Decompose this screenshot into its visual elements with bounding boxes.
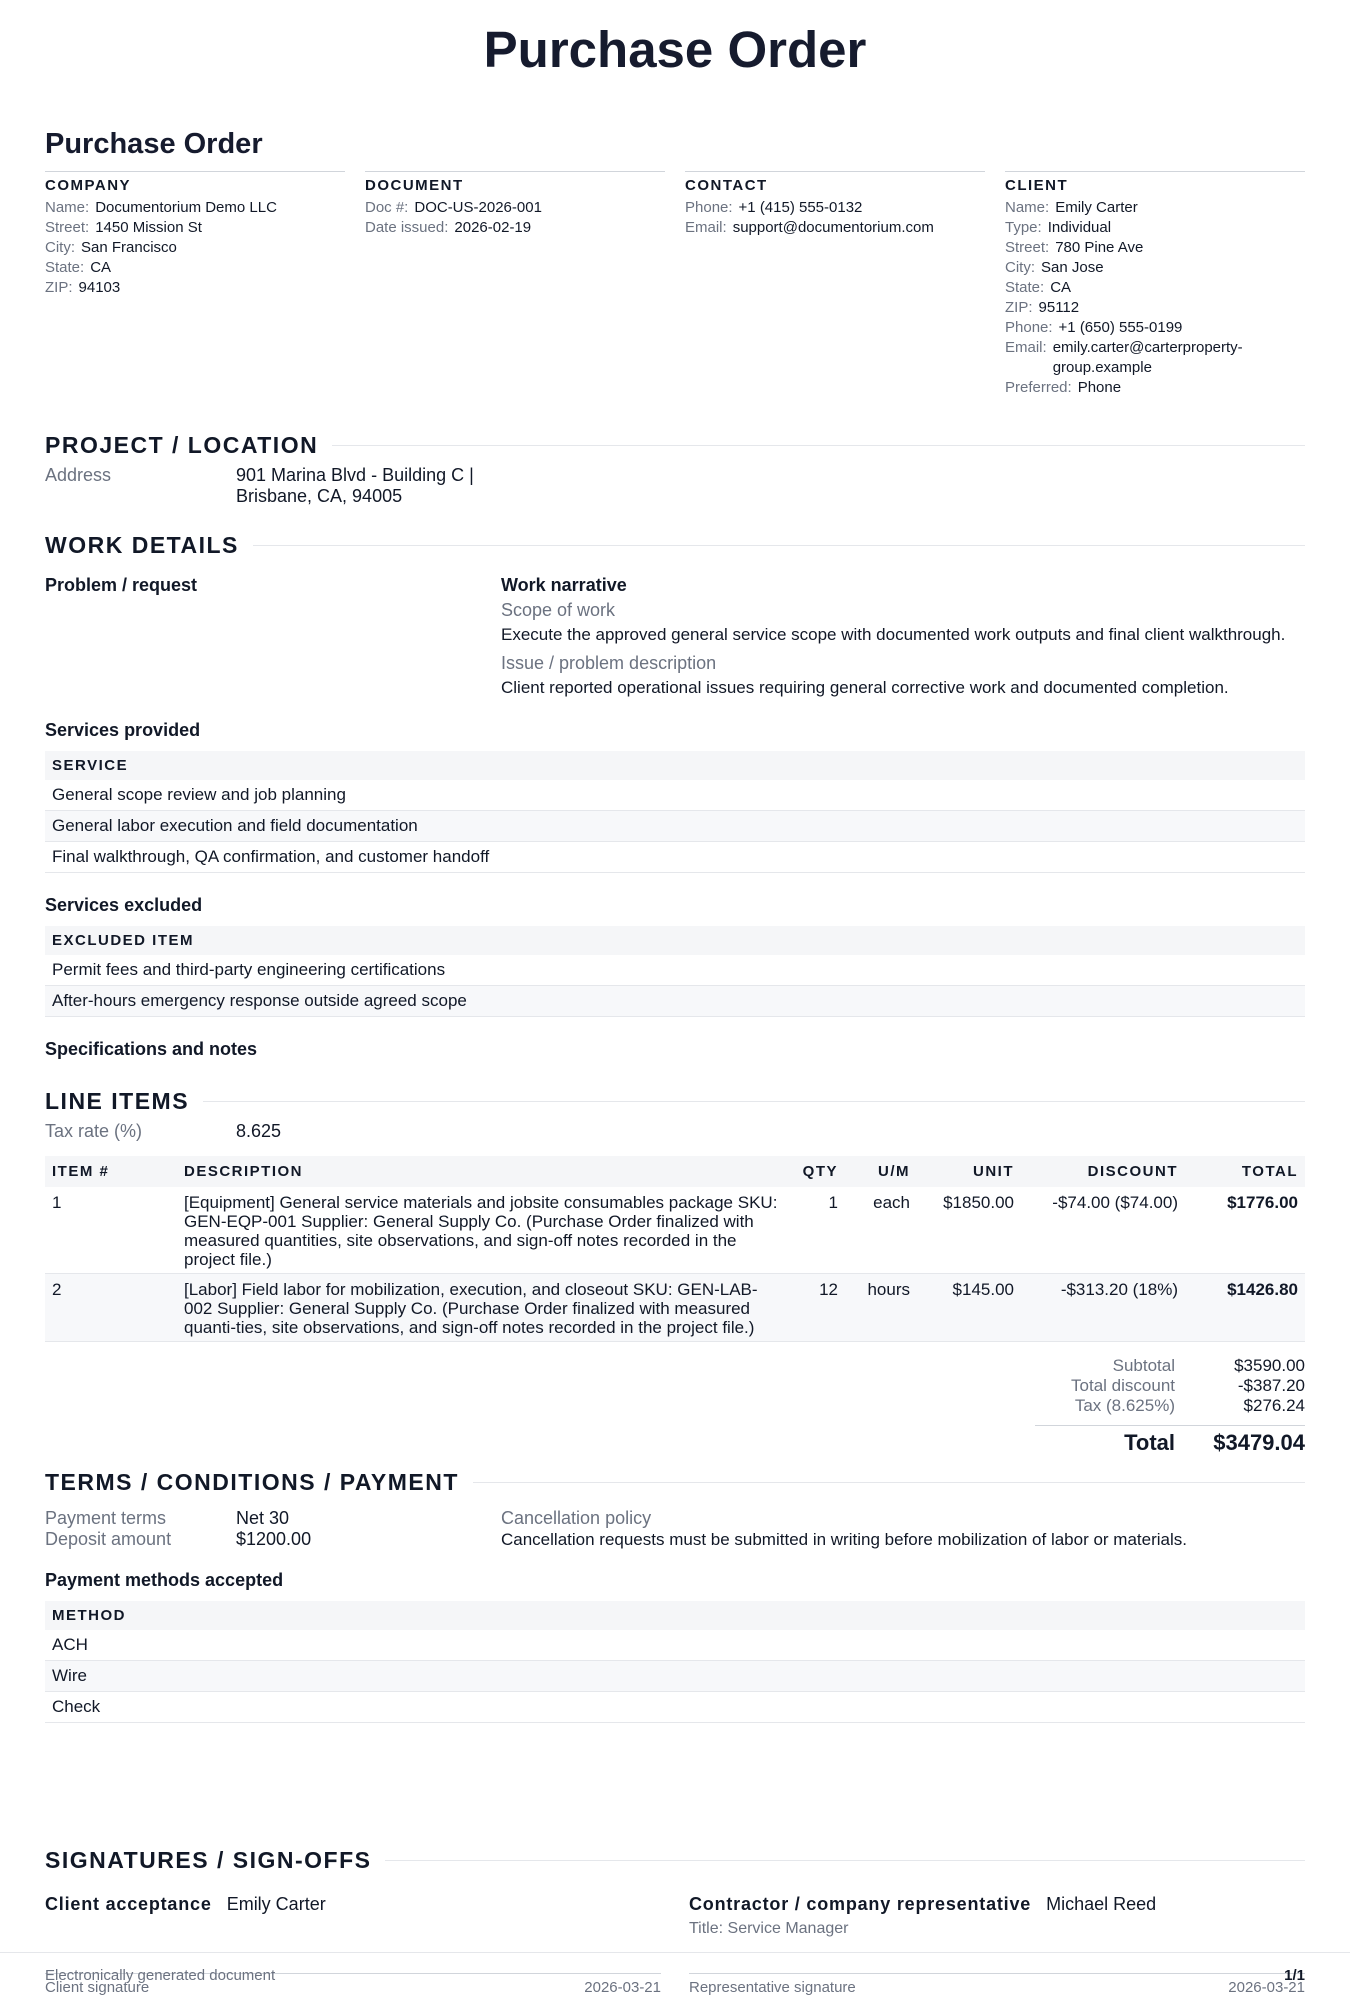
work-section-heading bbox=[45, 532, 1305, 559]
address-label: Address bbox=[45, 465, 112, 485]
table-header-row bbox=[45, 926, 1305, 955]
tax-rate-label: Tax rate (%) bbox=[45, 1121, 143, 1141]
field-label: Email: bbox=[685, 219, 727, 236]
terms-section-heading bbox=[45, 1469, 1305, 1496]
field-label: Doc #: bbox=[365, 199, 409, 216]
client-acceptance bbox=[45, 1894, 661, 1915]
doc-number-row bbox=[365, 198, 665, 218]
divider bbox=[253, 545, 1305, 546]
line-items-section-heading bbox=[45, 1088, 1305, 1115]
field-label: Type: bbox=[1005, 219, 1042, 236]
table-row bbox=[45, 955, 1305, 986]
tax-value: $276.24 bbox=[1243, 1396, 1305, 1415]
field-value: Individual bbox=[1047, 219, 1112, 236]
contact-email-row bbox=[685, 218, 985, 238]
discount-row bbox=[1035, 1376, 1305, 1396]
client-heading: CLIENT bbox=[1005, 177, 1069, 194]
table-cell: General labor execution and field documentation bbox=[45, 811, 1305, 842]
client-preferred-row bbox=[1005, 378, 1305, 398]
column-header: DISCOUNT bbox=[1021, 1156, 1185, 1187]
terms-block bbox=[45, 1508, 1305, 1550]
client-type-row bbox=[1005, 218, 1305, 238]
field-value: San Francisco bbox=[81, 239, 177, 256]
field-value: San Jose bbox=[1041, 259, 1104, 276]
field-value: CA bbox=[90, 259, 112, 276]
field-label: Phone: bbox=[685, 199, 733, 216]
table-cell: Permit fees and third-party engineering certifications bbox=[45, 955, 1305, 986]
item-unit: $145.00 bbox=[917, 1274, 1021, 1342]
field-label: Date issued: bbox=[365, 219, 449, 236]
address-value bbox=[236, 465, 474, 507]
services-excluded-label: Services excluded bbox=[45, 895, 203, 915]
signatures-section-heading bbox=[45, 1847, 1305, 1874]
payment-terms-field bbox=[45, 1508, 501, 1529]
cancellation-text: Cancellation requests must be submitted in writing before mobilization of labor or materials. bbox=[501, 1530, 1187, 1549]
page-number: 1/1 bbox=[1284, 1967, 1305, 1984]
item-discount: -$74.00 ($74.00) bbox=[1021, 1187, 1185, 1274]
total-label: Total bbox=[1124, 1430, 1175, 1455]
table-cell: ACH bbox=[45, 1630, 1305, 1661]
company-name-row bbox=[45, 198, 345, 218]
cancellation-label: Cancellation policy bbox=[501, 1508, 652, 1528]
company-city-row bbox=[45, 238, 345, 258]
item-number: 2 bbox=[45, 1274, 177, 1342]
spacer bbox=[45, 1920, 661, 1940]
item-qty: 12 bbox=[791, 1274, 845, 1342]
field-value: DOC-US-2026-001 bbox=[414, 199, 542, 216]
field-value: 2026-02-19 bbox=[454, 219, 532, 236]
field-value: Phone bbox=[1077, 379, 1122, 396]
document-subtitle: Purchase Order bbox=[45, 128, 263, 160]
field-value: 1450 Mission St bbox=[95, 219, 202, 236]
column-header: EXCLUDED ITEM bbox=[45, 926, 1305, 955]
table-cell: Check bbox=[45, 1692, 1305, 1723]
scope-label: Scope of work bbox=[501, 600, 616, 620]
field-label: ZIP: bbox=[1005, 299, 1033, 316]
divider bbox=[332, 445, 1305, 446]
services-provided-label: Services provided bbox=[45, 720, 201, 740]
representative-signature-label: Representative signature bbox=[689, 1979, 856, 1996]
grand-total-row bbox=[1035, 1425, 1305, 1453]
client-signature-label: Client signature bbox=[45, 1979, 150, 1996]
item-unit: $1850.00 bbox=[917, 1187, 1021, 1274]
field-label: Preferred: bbox=[1005, 379, 1072, 396]
field-label: Street: bbox=[45, 219, 90, 236]
company-zip-row bbox=[45, 278, 345, 298]
client-signature-date: 2026-03-21 bbox=[584, 1979, 661, 1996]
payment-methods-label: Payment methods accepted bbox=[45, 1570, 284, 1590]
issue-label: Issue / problem description bbox=[501, 653, 717, 673]
field-value: 94103 bbox=[78, 279, 121, 296]
field-value: support@documentorium.com bbox=[732, 219, 934, 236]
work-heading: WORK DETAILS bbox=[45, 532, 239, 558]
contact-block bbox=[685, 171, 985, 398]
field-value: +1 (650) 555-0199 bbox=[1058, 319, 1183, 336]
divider bbox=[473, 1482, 1305, 1483]
excluded-table bbox=[45, 926, 1305, 1017]
field-value: CA bbox=[1050, 279, 1072, 296]
services-table bbox=[45, 751, 1305, 873]
issue-text: Client reported operational issues requiring general corrective work and documented completion. bbox=[501, 678, 1229, 697]
tax-row bbox=[1035, 1396, 1305, 1416]
field-label: City: bbox=[1005, 259, 1035, 276]
table-cell: General scope review and job planning bbox=[45, 780, 1305, 811]
total-value: $3479.04 bbox=[1213, 1430, 1305, 1455]
company-block bbox=[45, 171, 345, 398]
scope-text: Execute the approved general service scope with documented work outputs and final client walkthrough. bbox=[501, 625, 1286, 644]
field-value: Documentorium Demo LLC bbox=[95, 199, 277, 216]
discount-value: -$387.20 bbox=[1237, 1376, 1305, 1395]
cancellation-policy bbox=[501, 1508, 1305, 1550]
column-header: SERVICE bbox=[45, 751, 1305, 780]
field-label: Email: bbox=[1005, 339, 1047, 356]
item-um: hours bbox=[845, 1274, 917, 1342]
company-state-row bbox=[45, 258, 345, 278]
address-line-2: Brisbane, CA, 94005 bbox=[236, 486, 403, 506]
signatures-heading: SIGNATURES / SIGN-OFFS bbox=[45, 1847, 372, 1873]
table-header-row bbox=[45, 1156, 1305, 1187]
item-number: 1 bbox=[45, 1187, 177, 1274]
tax-label: Tax (8.625%) bbox=[1074, 1396, 1175, 1415]
divider bbox=[203, 1101, 1305, 1102]
client-acceptance-label: Client acceptance bbox=[45, 1894, 212, 1914]
table-row bbox=[45, 780, 1305, 811]
item-total: $1776.00 bbox=[1185, 1187, 1305, 1274]
column-header: UNIT bbox=[917, 1156, 1021, 1187]
field-label: Name: bbox=[1005, 199, 1050, 216]
representative-title: Title: Service Manager bbox=[689, 1920, 849, 1937]
client-city-row bbox=[1005, 258, 1305, 278]
field-label: Phone: bbox=[1005, 319, 1053, 336]
terms-heading: TERMS / CONDITIONS / PAYMENT bbox=[45, 1469, 459, 1495]
column-header: QTY bbox=[791, 1156, 845, 1187]
client-email-row bbox=[1005, 338, 1305, 378]
table-row bbox=[45, 986, 1305, 1017]
client-zip-row bbox=[1005, 298, 1305, 318]
table-cell: After-hours emergency response outside agreed scope bbox=[45, 986, 1305, 1017]
client-phone-row bbox=[1005, 318, 1305, 338]
party-info-grid bbox=[45, 171, 1305, 398]
narrative-label: Work narrative bbox=[501, 575, 627, 595]
client-acceptance-name: Emily Carter bbox=[226, 1894, 326, 1914]
client-block bbox=[1005, 171, 1305, 398]
table-header-row bbox=[45, 1601, 1305, 1630]
problem-label: Problem / request bbox=[45, 575, 198, 595]
deposit-field bbox=[45, 1529, 501, 1550]
line-items-table bbox=[45, 1156, 1305, 1342]
client-street-row bbox=[1005, 238, 1305, 258]
representative-name: Michael Reed bbox=[1046, 1894, 1157, 1914]
divider bbox=[385, 1860, 1305, 1861]
payment-fields bbox=[45, 1508, 501, 1550]
tax-rate-field bbox=[45, 1121, 1305, 1142]
table-row bbox=[45, 1692, 1305, 1723]
representative bbox=[689, 1894, 1305, 1915]
table-cell: Final walkthrough, QA confirmation, and customer handoff bbox=[45, 842, 1305, 873]
table-row bbox=[45, 1661, 1305, 1692]
field-value: Emily Carter bbox=[1055, 199, 1138, 216]
column-header: DESCRIPTION bbox=[177, 1156, 791, 1187]
field-label: City: bbox=[45, 239, 75, 256]
field-label: Name: bbox=[45, 199, 90, 216]
representative-label: Contractor / company representative bbox=[689, 1894, 1032, 1914]
page-footer bbox=[0, 1952, 1350, 1984]
address-line-1: 901 Marina Blvd - Building C | bbox=[236, 465, 474, 485]
document-page bbox=[45, 0, 1305, 1996]
item-description: [Equipment] General service materials and jobsite consumables package SKU: GEN-EQP-001 Supplier: General Supply Co. (Purchase Order finalized with measured quantities, site observations, and sign-off notes recorded in the project file.) bbox=[177, 1187, 791, 1274]
contact-phone-row bbox=[685, 198, 985, 218]
table-row bbox=[45, 1274, 1305, 1342]
contact-heading: CONTACT bbox=[685, 177, 768, 194]
column-header: TOTAL bbox=[1185, 1156, 1305, 1187]
table-row bbox=[45, 842, 1305, 873]
company-street-row bbox=[45, 218, 345, 238]
client-name-row bbox=[1005, 198, 1305, 218]
field-label: Street: bbox=[1005, 239, 1050, 256]
project-address-field bbox=[45, 465, 1305, 507]
deposit-value: $1200.00 bbox=[236, 1529, 312, 1549]
company-heading: COMPANY bbox=[45, 177, 132, 194]
field-value: +1 (415) 555-0132 bbox=[738, 199, 863, 216]
document-heading: DOCUMENT bbox=[365, 177, 464, 194]
field-label: State: bbox=[1005, 279, 1045, 296]
discount-label: Total discount bbox=[1071, 1376, 1175, 1395]
table-row bbox=[45, 1187, 1305, 1274]
totals-block bbox=[1035, 1356, 1305, 1453]
item-discount: -$313.20 (18%) bbox=[1021, 1274, 1185, 1342]
footer-note: Electronically generated document bbox=[45, 1967, 276, 1984]
subtotal-label: Subtotal bbox=[1112, 1356, 1175, 1375]
column-header: ITEM # bbox=[45, 1156, 177, 1187]
representative-signature-date: 2026-03-21 bbox=[1228, 1979, 1305, 1996]
tax-rate-value: 8.625 bbox=[236, 1121, 282, 1141]
field-label: ZIP: bbox=[45, 279, 73, 296]
work-details bbox=[45, 575, 1305, 698]
document-block bbox=[365, 171, 665, 398]
item-um: each bbox=[845, 1187, 917, 1274]
field-label: State: bbox=[45, 259, 85, 276]
subtotal-value: $3590.00 bbox=[1234, 1356, 1305, 1375]
project-heading: PROJECT / LOCATION bbox=[45, 432, 319, 458]
field-value: 95112 bbox=[1038, 299, 1080, 316]
field-value: emily.carter@carterproperty-group.example bbox=[1052, 339, 1243, 376]
line-items-heading: LINE ITEMS bbox=[45, 1088, 190, 1114]
table-row bbox=[45, 1630, 1305, 1661]
table-row bbox=[45, 811, 1305, 842]
subtotal-row bbox=[1035, 1356, 1305, 1376]
payment-terms-value: Net 30 bbox=[236, 1508, 290, 1528]
date-issued-row bbox=[365, 218, 665, 238]
payment-methods-table bbox=[45, 1601, 1305, 1723]
project-section-heading bbox=[45, 432, 1305, 459]
column-header: U/M bbox=[845, 1156, 917, 1187]
table-header-row bbox=[45, 751, 1305, 780]
work-narrative bbox=[501, 575, 1305, 698]
payment-terms-label: Payment terms bbox=[45, 1508, 167, 1528]
column-header: METHOD bbox=[45, 1601, 1305, 1630]
field-value: 780 Pine Ave bbox=[1055, 239, 1144, 256]
item-total: $1426.80 bbox=[1185, 1274, 1305, 1342]
document-title: Purchase Order bbox=[483, 21, 867, 78]
specifications-label: Specifications and notes bbox=[45, 1039, 258, 1059]
deposit-label: Deposit amount bbox=[45, 1529, 172, 1549]
item-qty: 1 bbox=[791, 1187, 845, 1274]
client-state-row bbox=[1005, 278, 1305, 298]
table-cell: Wire bbox=[45, 1661, 1305, 1692]
item-description: [Labor] Field labor for mobilization, execution, and closeout SKU: GEN-LAB-002 Supplier: General Supply Co. (Purchase Order finalized with measured quanti-ties, site observations, and sign-off notes recorded in the project file.) bbox=[177, 1274, 791, 1342]
